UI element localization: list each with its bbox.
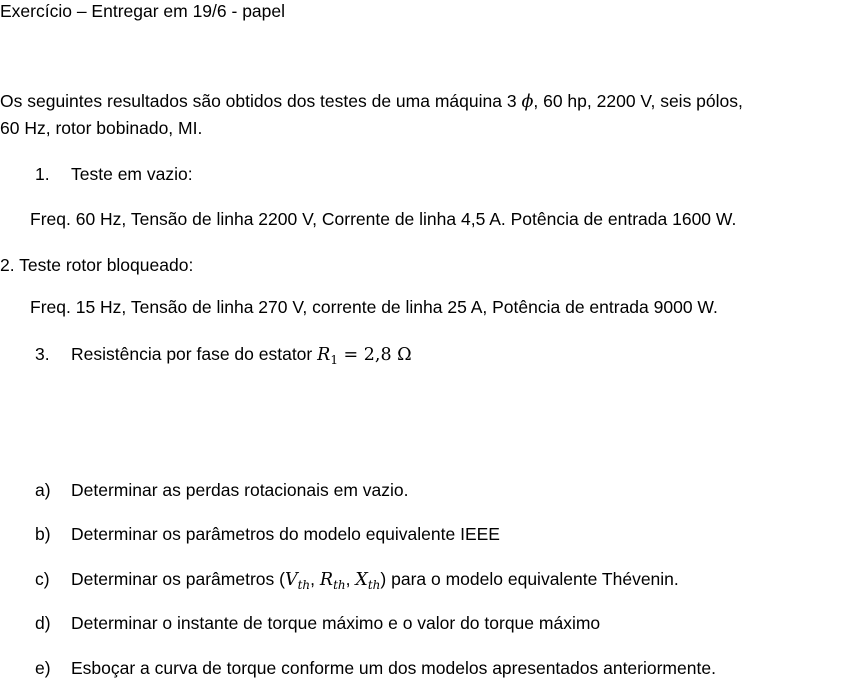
intro-paragraph-line-1 [0,90,743,113]
stator-resistance-subscript: 1 [330,353,338,367]
question-d-text: Determinar o instante de torque máximo e o valor do torque máximo [71,613,601,633]
intro-paragraph-line-2: 60 Hz, rotor bobinado, MI. [0,118,203,138]
question-c-text [71,568,679,591]
question-c-text-before: Determinar os parâmetros ( [71,569,285,589]
question-e-letter: e) [35,658,51,678]
separator-2: , [345,569,356,589]
stator-resistance-symbol: R [317,345,331,365]
test-2-label: Teste rotor bloqueado: [19,255,194,275]
document-title: Exercício – Entregar em 19/6 - papel [0,1,286,21]
separator-1: , [310,569,320,589]
intro-text-rest: , 60 hp, 2200 V, seis pólos, [533,91,743,111]
question-d-letter: d) [35,613,51,633]
question-b-text: Determinar os parâmetros do modelo equivalente IEEE [71,524,500,544]
phi-symbol: ϕ [521,92,534,112]
stator-resistance-value: = 2,8 Ω [337,345,412,365]
test-3-number: 3. [35,344,50,364]
test-1-detail: Freq. 60 Hz, Tensão de linha 2200 V, Corrente de linha 4,5 A. Potência de entrada 1600 W. [30,209,737,229]
test-2-heading [0,254,193,276]
test-3-label: Resistência por fase do estator [71,344,313,364]
question-e-text: Esboçar a curva de torque conforme um dos modelos apresentados anteriormente. [71,658,716,678]
xth-symbol: X [355,570,368,590]
xth-subscript: th [367,578,381,592]
question-b-letter: b) [35,524,51,544]
intro-text: Os seguintes resultados são obtidos dos testes de uma máquina 3 [0,91,517,111]
question-c-letter: c) [35,569,50,589]
rth-symbol: R [319,570,334,590]
vth-subscript: th [297,578,311,592]
test-2-number: 2. [0,255,15,275]
vth-symbol: V [284,570,298,590]
question-a-text: Determinar as perdas rotacionais em vazio. [71,480,409,500]
test-3-line [71,343,412,366]
question-c-text-after: ) para o modelo equivalente Thévenin. [380,569,679,589]
test-1-number: 1. [35,164,50,184]
test-2-detail: Freq. 15 Hz, Tensão de linha 270 V, corrente de linha 25 A, Potência de entrada 9000 W. [30,297,718,317]
rth-subscript: th [333,578,346,592]
question-a-letter: a) [35,480,51,500]
test-1-label: Teste em vazio: [71,164,193,184]
